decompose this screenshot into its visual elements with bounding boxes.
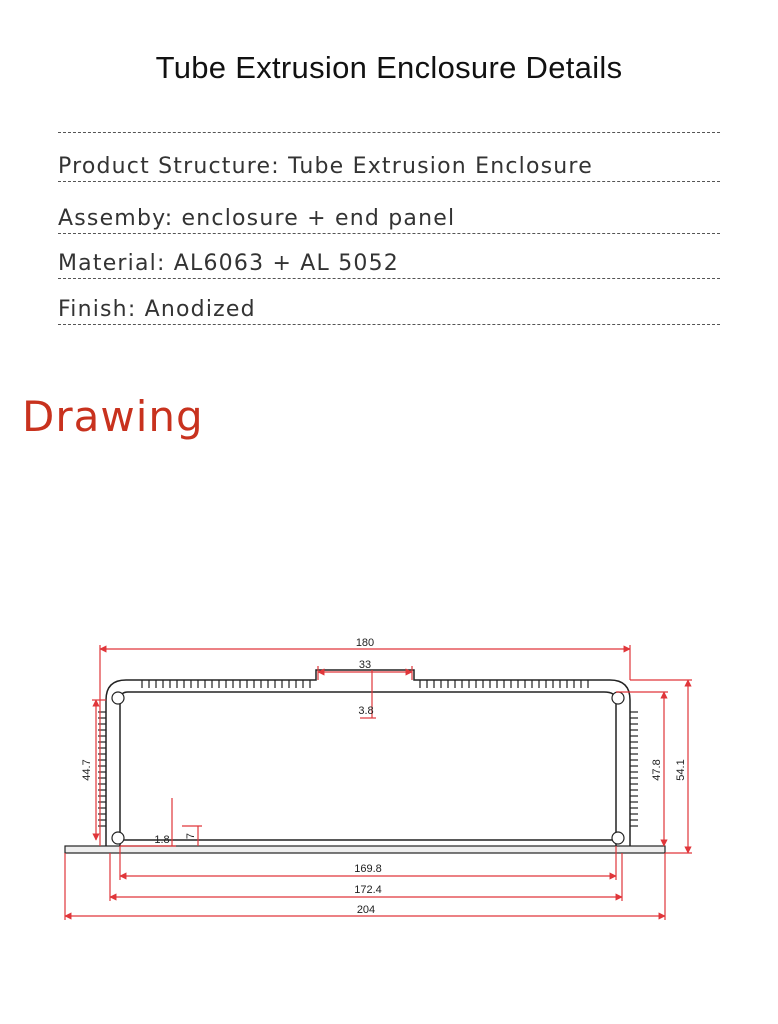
dim-overall-width: 180 [355, 637, 375, 649]
spec-finish: Finish: Anodized [58, 296, 720, 325]
dim-inner-width: 169.8 [354, 863, 382, 875]
dim-inner-height: 47.8 [651, 759, 663, 781]
enclosure-drawing [0, 630, 778, 930]
spec-material: Material: AL6063 + AL 5052 [58, 250, 720, 279]
dim-panel-width: 204 [356, 904, 376, 916]
top-fins-right [420, 680, 588, 688]
dim-slot-depth: 3.8 [358, 705, 374, 717]
dim-groove: 7 [185, 832, 197, 840]
drawing-heading: Drawing [22, 392, 204, 441]
dim-base-width: 172.4 [354, 884, 382, 896]
dimension-lines [65, 645, 692, 920]
spec-assembly: Assemby: enclosure + end panel [58, 205, 720, 234]
enclosure-profile [106, 670, 630, 846]
dim-wall: 1.8 [154, 834, 170, 846]
end-panel-plate [65, 846, 665, 853]
dim-top-slot: 33 [358, 659, 372, 671]
dim-left-height: 44.7 [81, 759, 93, 781]
top-fins-left [142, 680, 310, 688]
side-fins-left [98, 712, 106, 826]
page-title: Tube Extrusion Enclosure Details [155, 50, 623, 85]
top-divider [58, 132, 720, 133]
dim-outer-height: 54.1 [675, 759, 687, 781]
side-fins-right [630, 712, 638, 826]
spec-product-structure: Product Structure: Tube Extrusion Enclosure [58, 153, 720, 182]
